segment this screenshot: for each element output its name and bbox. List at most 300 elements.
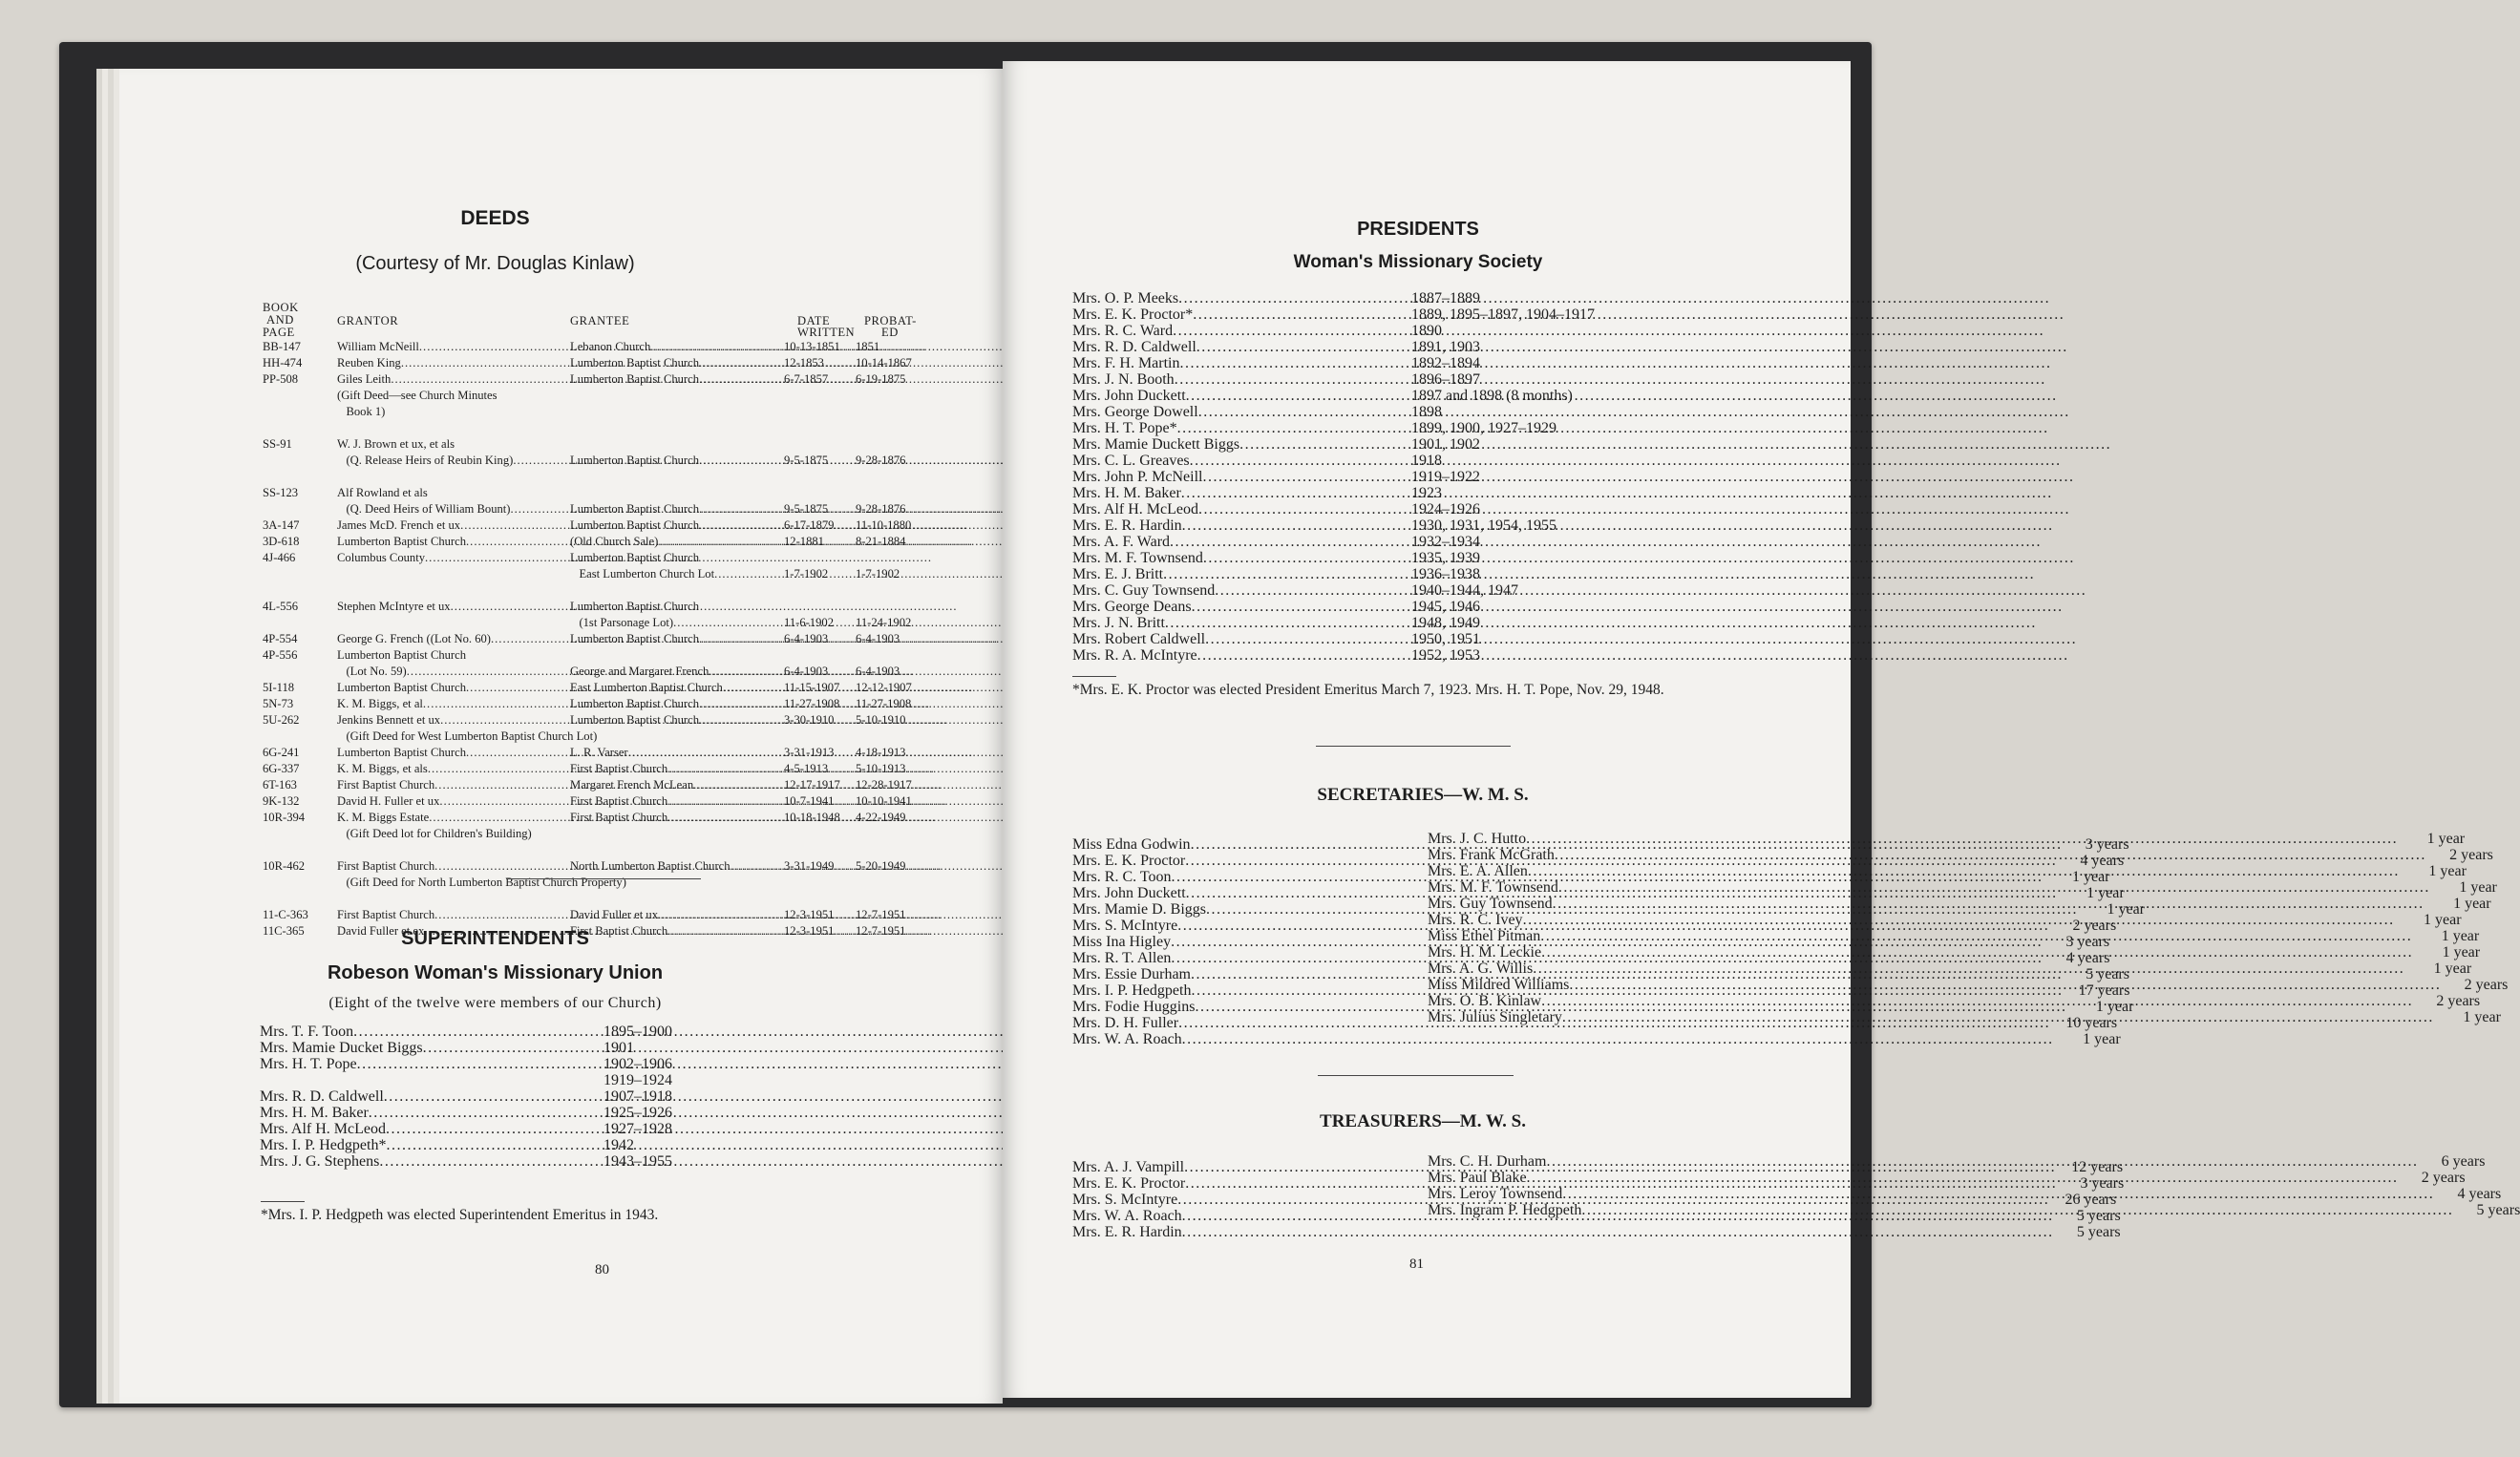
list-item-name: Mrs. J. N. Booth ..... <box>1072 371 1411 388</box>
right-page <box>1003 61 2520 1398</box>
list-item-name: Mrs. J. C. Hutto ..... <box>1428 831 2398 847</box>
list-item <box>1072 501 1559 517</box>
list-item <box>1072 631 1559 647</box>
header-ed: ED <box>881 326 899 339</box>
deed-date: 4-5-1913 <box>784 762 829 775</box>
header-probated: PROBAT- <box>864 314 917 327</box>
deed-prob: 8-21-1884 <box>856 535 906 548</box>
list-item <box>1428 896 2491 912</box>
list-item-name: Mrs. E. K. Proctor ..... <box>1072 1175 2057 1192</box>
deed-grantee: Lumberton Baptist Church ..... <box>570 632 784 645</box>
deed-grantee: Lumberton Baptist Church <box>570 600 700 613</box>
header-grantee: GRANTEE <box>570 314 630 327</box>
deed-date: 9-5-1875 <box>784 454 829 467</box>
deed-date: 12-3-1951 <box>784 908 835 921</box>
deed-book: 10R-394 <box>263 811 306 824</box>
deed-grantee: David Fuller et ux ..... <box>570 908 784 921</box>
list-item-value: 1901, 1902 <box>1411 436 1480 453</box>
list-item-value: 2 years <box>2421 1170 2466 1186</box>
deed-prob: 12-7-1951 <box>856 924 906 938</box>
deed-book: SS-91 <box>263 437 292 451</box>
deed-grantor: K. M. Biggs, et al ..... <box>337 697 570 710</box>
presidents-title: PRESIDENTS <box>1357 219 1479 240</box>
list-item-value: 1901 <box>604 1040 634 1056</box>
list-item <box>1072 339 1559 355</box>
deed-date: 6-17-1879 <box>784 518 835 532</box>
deed-grantor: First Baptist Church ..... <box>337 778 570 792</box>
list-item-value: 17 years <box>2078 982 2130 999</box>
list-item <box>1072 469 1559 485</box>
list-item-name: Mrs. George Dowell ..... <box>1072 404 1411 420</box>
list-item-value: 2 years <box>2464 977 2509 993</box>
deeds-subtitle: (Courtesy of Mr. Douglas Kinlaw) <box>355 253 635 274</box>
superintendents-subtitle: Robeson Woman's Missionary Union <box>327 962 664 983</box>
list-item-value: 1952, 1953 <box>1411 647 1480 664</box>
list-item-name: Mrs. S. McIntyre ..... <box>1072 1192 2049 1208</box>
deed-date: 12-1881 <box>784 535 824 548</box>
deed-row <box>263 746 979 762</box>
deed-book: PP-508 <box>263 372 299 386</box>
deed-grantee: First Baptist Church ..... <box>570 924 784 938</box>
deed-grantee: Lumberton Baptist Church ..... <box>570 502 784 516</box>
list-item <box>1428 879 2497 896</box>
list-item-value: 1936–1938 <box>1411 566 1480 582</box>
deed-prob: 6-4-1903 <box>856 665 900 678</box>
list-item <box>1428 1202 2520 1218</box>
list-item-name: Mrs. O. B. Kinlaw ..... <box>1428 993 2413 1009</box>
deed-row <box>263 632 979 648</box>
deed-book: 9K-132 <box>263 794 300 808</box>
list-item <box>1072 647 1559 664</box>
header-grantor: GRANTOR <box>337 314 399 327</box>
deed-prob: 10-10-1941 <box>856 794 912 808</box>
deed-book: 6G-241 <box>263 746 300 759</box>
list-item-name: Mrs. H. M. Baker ..... <box>1072 485 1411 501</box>
deed-grantee: Lumberton Baptist Church ..... <box>570 697 784 710</box>
deed-book: 4L-556 <box>263 600 299 613</box>
list-item-name: Mrs. E. A. Allen ..... <box>1428 863 2400 879</box>
list-item-name: Mrs. Mamie Duckett Biggs ..... <box>1072 436 1411 453</box>
deed-book: 11C-365 <box>263 924 305 938</box>
list-item-value: 1 year <box>2428 863 2467 879</box>
secretaries-title: SECRETARIES—W. M. S. <box>1317 785 1529 805</box>
deed-book: 11-C-363 <box>263 908 308 921</box>
list-item-name: Mrs. George Deans ..... <box>1072 599 1411 615</box>
footnote-rule <box>261 1201 305 1202</box>
deed-prob: 9-28-1876 <box>856 502 906 516</box>
header-page: PAGE <box>263 326 295 339</box>
deed-grantor: (Gift Deed for North Lumberton Baptist Church Property) <box>337 876 626 889</box>
list-item-value: 1 year <box>2095 999 2134 1015</box>
list-item-value: 1 year <box>2426 831 2466 847</box>
list-item-name: Mrs. R. T. Allen ..... <box>1072 950 2043 966</box>
list-item-value: 1 year <box>2107 901 2145 918</box>
deed-row <box>263 567 979 583</box>
list-item-value: 6 years <box>2441 1153 2486 1170</box>
deed-date: 12-17-1917 <box>784 778 840 792</box>
deed-date: 12-1853 <box>784 356 824 370</box>
list-item-value: 1932–1934 <box>1411 534 1480 550</box>
deed-row <box>263 389 979 405</box>
deed-date: 11-27-1908 <box>784 697 840 710</box>
list-item-name: Mrs. F. H. Martin ..... <box>1072 355 1411 371</box>
deed-row <box>263 892 979 908</box>
deed-prob: 1-7-1902 <box>856 567 900 581</box>
list-item-value: 1890 <box>1411 323 1442 339</box>
list-item <box>260 1153 678 1170</box>
list-item-value: 1 year <box>2424 912 2462 928</box>
deed-row <box>263 470 979 486</box>
list-item-value: 1930, 1931, 1954, 1955 <box>1411 517 1556 534</box>
deed-date: 9-5-1875 <box>784 502 829 516</box>
deed-row <box>263 405 979 421</box>
deed-prob: 4-22-1949 <box>856 811 906 824</box>
list-item-value: 5 years <box>2086 966 2129 982</box>
deed-date: 6-4-1903 <box>784 632 829 645</box>
deed-grantee: Lumberton Baptist Church ..... <box>570 356 784 370</box>
list-item-value: 1902–1906 <box>604 1056 672 1072</box>
section-divider <box>1316 746 1511 747</box>
list-item-name: Mrs. C. Guy Townsend ..... <box>1072 582 1411 599</box>
list-item <box>260 1137 678 1153</box>
list-item-value: 4 years <box>2457 1186 2502 1202</box>
list-item-name: Mrs. E. K. Proctor ..... <box>1072 853 2057 869</box>
deed-prob: 5-10-1910 <box>856 713 906 727</box>
deed-grantor: K. M. Biggs Estate ..... <box>337 811 570 824</box>
section-divider <box>506 878 701 879</box>
deed-grantor: Lumberton Baptist Church <box>337 648 467 662</box>
deed-book: BB-147 <box>263 340 301 353</box>
list-item-value: 1924–1926 <box>1411 501 1480 517</box>
list-item-name: Mrs. Guy Townsend ..... <box>1428 896 2425 912</box>
deed-row <box>263 372 979 389</box>
list-item <box>1072 404 1559 420</box>
list-item <box>1072 599 1559 615</box>
deed-grantee: East Lumberton Baptist Church ..... <box>570 681 784 694</box>
list-item-name: Mrs. D. H. Fuller ..... <box>1072 1015 2050 1031</box>
list-item-name: Mrs. W. A. Roach ..... <box>1072 1208 2054 1224</box>
list-item-value: 1 year <box>2441 928 2480 944</box>
deed-grantor: W. J. Brown et ux, et als <box>337 437 455 451</box>
list-item-name: Mrs. Frank McGrath ..... <box>1428 847 2426 863</box>
superintendents-title: SUPERINTENDENTS <box>401 928 589 949</box>
list-item-value: 1948, 1949 <box>1411 615 1480 631</box>
deed-row <box>263 762 979 778</box>
list-item-value: 1918 <box>1411 453 1442 469</box>
list-item <box>1072 306 1595 323</box>
deed-book: 4P-554 <box>263 632 298 645</box>
list-item-name: Mrs. John P. McNeill ..... <box>1072 469 1411 485</box>
deed-grantee: First Baptist Church ..... <box>570 794 784 808</box>
list-item <box>1072 517 1559 534</box>
superintendents-footnote: *Mrs. I. P. Hedgpeth was elected Superintendent Emeritus in 1943. <box>261 1207 659 1223</box>
deed-grantee: George and Margaret French ..... <box>570 665 784 678</box>
list-item-name: Mrs. M. F. Townsend ..... <box>1072 550 1411 566</box>
list-item-value: 1 year <box>2453 896 2491 912</box>
deed-prob: 12-7-1951 <box>856 908 906 921</box>
list-item-name: Mrs. R. A. McIntyre ..... <box>1072 647 1411 664</box>
deed-grantee: Margaret French McLean ..... <box>570 778 784 792</box>
list-item-value: 1950, 1951 <box>1411 631 1480 647</box>
list-item <box>1072 582 1559 599</box>
list-item-name: Mrs. Julius Singletary ..... <box>1428 1009 2434 1025</box>
deed-book: 3A-147 <box>263 518 300 532</box>
list-item <box>1072 420 1559 436</box>
list-item-name: Mrs. Alf H. McLeod ..... <box>1072 501 1411 517</box>
deed-date: 3-30-1910 <box>784 713 835 727</box>
list-item-name: Mrs. Fodie Huggins ..... <box>1072 999 2066 1015</box>
deed-row <box>263 600 979 616</box>
list-item <box>1072 534 1559 550</box>
superintendents-note: (Eight of the twelve were members of our Church) <box>328 995 662 1011</box>
deed-book: 5N-73 <box>263 697 294 710</box>
page-number: 81 <box>1409 1256 1424 1272</box>
deed-grantor: Lumberton Baptist Church ..... <box>337 535 570 548</box>
deed-prob: 11-27-1908 <box>856 697 912 710</box>
deed-date: 6-7-1857 <box>784 372 829 386</box>
list-item-value: 1940–1944, 1947 <box>1411 582 1518 599</box>
deed-prob: 12-12-1907 <box>856 681 912 694</box>
list-item-name: Mrs. E. J. Britt ..... <box>1072 566 1411 582</box>
deed-prob: 6-4-1903 <box>856 632 900 645</box>
list-item-name: Mrs. M. F. Townsend ..... <box>1428 879 2430 896</box>
list-item <box>260 1121 678 1137</box>
list-item-value: 1896–1897 <box>1411 371 1480 388</box>
list-item-value: 3 years <box>2080 1175 2125 1192</box>
deed-prob: 6-19-1875 <box>856 372 906 386</box>
list-item-name: Mrs. R. D. Caldwell ..... <box>1072 339 1411 355</box>
deed-prob: 5-10-1913 <box>856 762 906 775</box>
list-item-name: Mrs. H. M. Leckie ..... <box>1428 944 2413 961</box>
deed-row <box>263 535 979 551</box>
list-item-name: Mrs. E. R. Hardin ..... <box>1072 1224 2054 1240</box>
deed-prob: 9-28-1876 <box>856 454 906 467</box>
list-item-name: Mrs. Alf H. McLeod ..... <box>260 1121 604 1137</box>
section-divider <box>1318 1075 1514 1076</box>
list-item-value: 4 years <box>2080 853 2125 869</box>
header-book: BOOK <box>263 301 299 314</box>
deed-row <box>263 811 979 827</box>
deed-grantee: Lumberton Baptist Church ..... <box>570 713 784 727</box>
deeds-title: DEEDS <box>460 207 530 229</box>
deed-date: 1-7-1902 <box>784 567 829 581</box>
presidents-footnote: *Mrs. E. K. Proctor was elected President Emeritus March 7, 1923. Mrs. H. T. Pope, Nov. 29, 1948. <box>1072 682 1664 698</box>
list-item-value: 3 years <box>2065 934 2110 950</box>
list-item-name: Mrs. R. C. Ivey ..... <box>1428 912 2395 928</box>
list-item-value: 5 years <box>2076 1224 2121 1240</box>
list-item-name: Mrs. Leroy Townsend ..... <box>1428 1186 2434 1202</box>
deed-grantee: Lumberton Baptist Church ..... <box>570 372 784 386</box>
deed-grantor: Columbus County ..... <box>337 551 570 564</box>
deed-grantor: (Q. Release Heirs of Reubin King) ..... <box>337 454 570 467</box>
deed-book: HH-474 <box>263 356 303 370</box>
deed-grantor: First Baptist Church ..... <box>337 908 570 921</box>
list-item-name: Mrs. H. T. Pope ..... <box>260 1056 604 1072</box>
deed-grantee: First Baptist Church ..... <box>570 811 784 824</box>
list-item <box>260 1024 678 1040</box>
deed-row <box>263 616 979 632</box>
list-item-name: Miss Ethel Pitman ..... <box>1428 928 2412 944</box>
list-item <box>1072 388 1573 404</box>
list-item-name: Mrs. I. P. Hedgpeth* ..... <box>260 1137 604 1153</box>
list-item <box>1072 453 1559 469</box>
list-item-name: Mrs. Mamie Ducket Biggs ..... <box>260 1040 604 1056</box>
deed-book: 4J-466 <box>263 551 296 564</box>
deed-grantor: Lumberton Baptist Church ..... <box>337 746 570 759</box>
deed-grantor: James McD. French et ux ..... <box>337 518 570 532</box>
deed-row <box>263 551 979 567</box>
list-item <box>260 1105 678 1121</box>
left-page <box>119 69 1003 1404</box>
deed-row <box>263 681 979 697</box>
list-item-value: 1897 and 1898 (8 months) <box>1411 388 1573 404</box>
header-written: WRITTEN <box>797 326 856 339</box>
list-item <box>1072 485 1559 501</box>
deed-prob: 1851 <box>856 340 880 353</box>
deed-row <box>263 648 979 665</box>
deed-grantor: (Lot No. 59) ..... <box>337 665 570 678</box>
deed-date: 11-6-1902 <box>784 616 834 629</box>
list-item-name: Miss Edna Godwin ..... <box>1072 836 2063 853</box>
list-item-value: 1943–1955 <box>604 1153 672 1170</box>
list-item-value: 1 year <box>2083 1031 2121 1047</box>
list-item <box>1072 371 1559 388</box>
deed-grantor: Reuben King ..... <box>337 356 570 370</box>
list-item-name: Miss Mildred Williams ..... <box>1428 977 2441 993</box>
deed-grantor: (Gift Deed lot for Children's Building) <box>337 827 532 840</box>
list-item-value: 1887–1889 <box>1411 290 1480 306</box>
deed-book: 5U-262 <box>263 713 300 727</box>
deed-grantor: Alf Rowland et als <box>337 486 428 499</box>
deed-prob: 10-14-1867 <box>856 356 912 370</box>
presidents-subtitle: Woman's Missionary Society <box>1293 252 1543 272</box>
list-item-name: Mrs. A. G. Willis ..... <box>1428 961 2404 977</box>
deed-row <box>263 518 979 535</box>
list-item <box>1072 436 1559 453</box>
list-item-value: 1 year <box>2442 944 2481 961</box>
list-item-value: 1891, 1903 <box>1411 339 1480 355</box>
list-item <box>260 1040 678 1056</box>
deed-row <box>263 486 979 502</box>
list-item-value: 1 year <box>2086 885 2125 901</box>
list-item-name: Mrs. Ingram P. Hedgpeth ..... <box>1428 1202 2453 1218</box>
deed-row <box>263 778 979 794</box>
list-item-name: Mrs. E. R. Hardin ..... <box>1072 517 1411 534</box>
deed-date: 10-13-1851 <box>784 340 840 353</box>
deed-book: 6G-337 <box>263 762 300 775</box>
list-item-name: Mrs. J. N. Britt ..... <box>1072 615 1411 631</box>
superintendents-list <box>260 1024 678 1170</box>
list-item-name: Mrs. J. G. Stephens ..... <box>260 1153 604 1170</box>
deed-date: 10-7-1941 <box>784 794 835 808</box>
deed-prob: 11-24-1902 <box>856 616 912 629</box>
list-item <box>1072 290 1559 306</box>
deed-grantor: Book 1) <box>337 405 386 418</box>
deed-date: 12-3-1951 <box>784 924 835 938</box>
list-item-value: 1935, 1939 <box>1411 550 1480 566</box>
list-item-name: Mrs. John Duckett ..... <box>1072 388 1411 404</box>
list-item <box>1072 1224 2121 1240</box>
deed-grantor: William McNeill ..... <box>337 340 570 353</box>
list-item-value: 2 years <box>2436 993 2481 1009</box>
deed-grantee: Lebanon Church ..... <box>570 340 784 353</box>
list-item-name: Mrs. E. K. Proctor* ..... <box>1072 306 1411 323</box>
deed-prob: 12-28-1917 <box>856 778 912 792</box>
list-item <box>1072 550 1559 566</box>
deed-row <box>263 502 979 518</box>
list-item-name: Mrs. A. F. Ward ..... <box>1072 534 1411 550</box>
deed-grantor: First Baptist Church ..... <box>337 859 570 873</box>
list-item <box>1072 323 1559 339</box>
deed-book: 5I-118 <box>263 681 295 694</box>
deed-row <box>263 665 979 681</box>
deed-date: 3-31-1949 <box>784 859 835 873</box>
list-item-value: 1892–1894 <box>1411 355 1480 371</box>
deed-grantor: (Gift Deed for West Lumberton Baptist Church Lot) <box>337 729 598 743</box>
deeds-table <box>263 302 979 940</box>
list-item <box>1428 863 2467 879</box>
list-item-name: Miss Ina Higley ..... <box>1072 934 2043 950</box>
deed-book: 10R-462 <box>263 859 306 873</box>
list-item-name: Mrs. Essie Durham ..... <box>1072 966 2063 982</box>
list-item-name: Mrs. Paul Blake ..... <box>1428 1170 2399 1186</box>
deed-grantee: East Lumberton Church Lot ..... <box>570 567 784 581</box>
list-item-value: 1925–1926 <box>604 1105 672 1121</box>
deed-row <box>263 454 979 470</box>
deed-grantee: North Lumberton Baptist Church ..... <box>570 859 784 873</box>
deed-grantee: Lumberton Baptist Church <box>570 551 700 564</box>
deed-book: 6T-163 <box>263 778 297 792</box>
deed-grantee: L. R. Varser ..... <box>570 746 784 759</box>
presidents-list <box>1072 290 1595 664</box>
list-item-name: Mrs. T. F. Toon ..... <box>260 1024 604 1040</box>
list-item-value: 1 year <box>2433 961 2472 977</box>
deed-grantor: David Fuller et ex ..... <box>337 924 570 938</box>
deed-prob: 11-10-1880 <box>856 518 912 532</box>
list-item <box>1072 566 1559 582</box>
list-item-value: 3 years <box>2085 836 2129 853</box>
list-item <box>260 1056 678 1072</box>
list-item <box>260 1072 678 1088</box>
deed-row <box>263 713 979 729</box>
header-date: DATE <box>797 314 831 327</box>
deed-grantor: Lumberton Baptist Church ..... <box>337 681 570 694</box>
list-item-value: 5 years <box>2076 1208 2121 1224</box>
list-item-value: 1945, 1946 <box>1411 599 1480 615</box>
list-item-name: Mrs. R. D. Caldwell ..... <box>260 1088 604 1105</box>
list-item-name: Mrs. Robert Caldwell ..... <box>1072 631 1411 647</box>
list-item <box>1072 615 1559 631</box>
list-item-value: 1895–1900 <box>604 1024 672 1040</box>
deed-row <box>263 421 979 437</box>
treasurers-title: TREASURERS—M. W. S. <box>1320 1111 1526 1131</box>
list-item-name: Mrs. H. M. Baker ..... <box>260 1105 604 1121</box>
deed-prob: 4-18-1913 <box>856 746 906 759</box>
deed-row <box>263 908 979 924</box>
list-item-value: 1942 <box>604 1137 634 1153</box>
list-item-value: 1899, 1900, 1927–1929 <box>1411 420 1556 436</box>
deed-date: 3-31-1913 <box>784 746 835 759</box>
list-item-name: Mrs. R. C. Toon ..... <box>1072 869 2044 885</box>
list-item-value: 1927–1928 <box>604 1121 672 1137</box>
page-number: 80 <box>595 1262 609 1278</box>
list-item-value: 2 years <box>2449 847 2493 863</box>
deed-grantor: Jenkins Bennett et ux ..... <box>337 713 570 727</box>
deed-book: SS-123 <box>263 486 299 499</box>
list-item <box>260 1088 678 1105</box>
list-item-name: Mrs. Mamie D. Biggs ..... <box>1072 901 2078 918</box>
list-item-value: 1923 <box>1411 485 1442 501</box>
